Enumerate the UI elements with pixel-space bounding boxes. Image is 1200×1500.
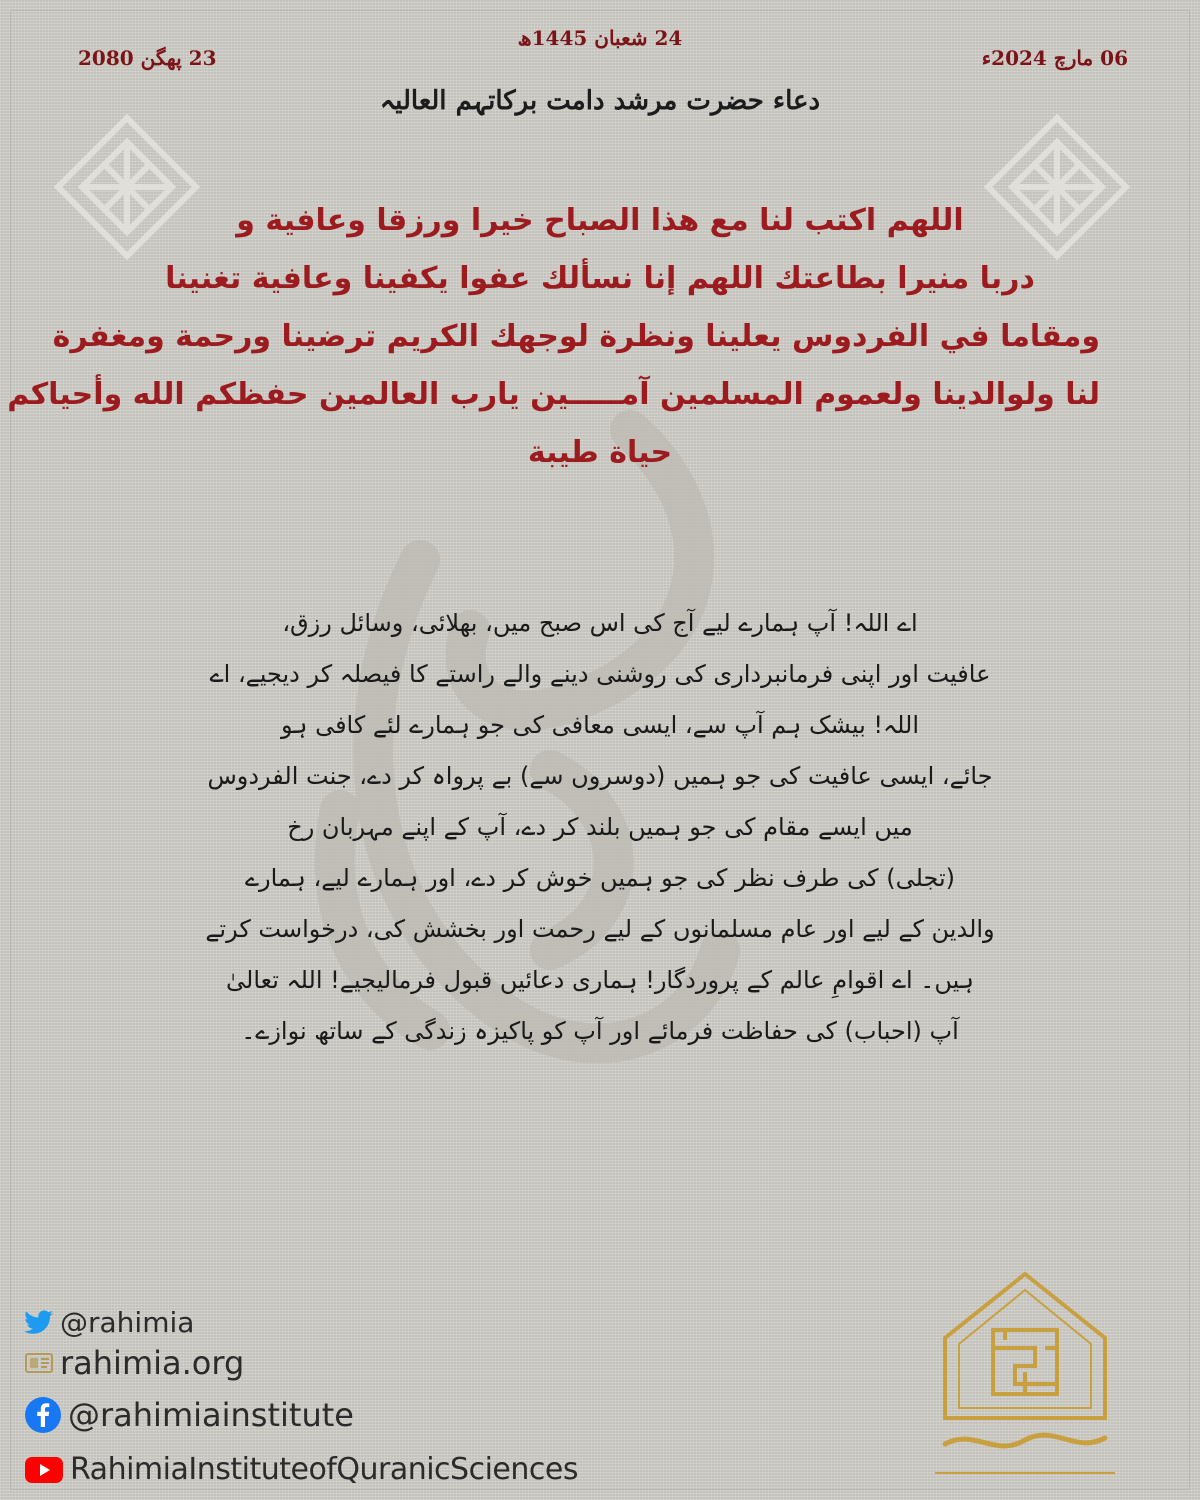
arabic-dua [7,192,1100,482]
urdu-line: والدین کے لیے اور عام مسلمانوں کے لیے رحمت اور بخشش کی، درخواست کرتے [205,915,995,943]
page-title: دعاء حضرت مرشد دامت برکاتہم العالیہ [379,86,821,116]
urdu-line: جائے، ایسی عافیت کی جو ہمیں (دوسروں سے) بے پرواہ کر دے، جنت الفردوس [207,762,993,790]
facebook-link[interactable] [24,1396,354,1434]
facebook-icon [24,1396,62,1434]
arabic-dua-line: لنا ولوالدينا ولعموم المسلمين آمـــــين يارب العالمين حفظكم الله وأحياكم [7,377,1100,412]
urdu-line: ہیں۔ اے اقوامِ عالم کے پروردگار! ہماری دعائیں قبول فرمالیجیے! اللہ تعالیٰ [226,966,974,994]
website-url: rahimia.org [60,1344,245,1382]
twitter-handle: @rahimia [60,1306,195,1339]
urdu-line: آپ (احباب) کی حفاظت فرمائے اور آپ کو پاکیزہ زندگی کے ساتھ نوازے۔ [241,1017,959,1045]
globe-icon [24,1350,54,1376]
gregorian-date: 06 مارچ 2024ء [981,46,1128,70]
arabic-dua-line: اللهم اكتب لنا مع هذا الصباح خيرا ورزقا وعافية و [236,203,964,238]
urdu-translation [150,598,1050,1057]
hijri-date: 24 شعبان 1445ھ [517,26,683,50]
urdu-line: اللہ! بیشک ہم آپ سے، ایسی معافی کی جو ہمارے لئے کافی ہو [280,711,920,739]
youtube-icon [24,1456,64,1484]
twitter-icon [24,1310,54,1336]
website-link[interactable] [24,1344,244,1382]
youtube-link[interactable] [24,1452,578,1487]
urdu-line: میں ایسے مقام کی جو ہمیں بلند کر دے، آپ کے اپنے مہربان رخ [287,813,913,841]
bikrami-date: 23 پھگن 2080 [78,46,217,70]
urdu-line: اے اللہ! آپ ہمارے لیے آج کی اس صبح میں، بھلائی، وسائل رزق، [282,609,918,637]
rahimia-logo [905,1268,1145,1488]
twitter-link[interactable] [24,1306,194,1339]
youtube-channel: RahimiaInstituteofQuranicSciences [70,1452,578,1487]
arabic-dua-line: دربا منيرا بطاعتك اللهم إنا نسألك عفوا يكفينا وعافية تغنينا [165,261,1035,296]
urdu-line: (تجلی) کی طرف نظر کی جو ہمیں خوش کر دے، اور ہمارے لیے، ہمارے [244,864,956,892]
urdu-line: عافیت اور اپنی فرمانبرداری کی روشنی دینے والے راستے کا فیصلہ کر دیجیے، اے [209,660,991,688]
facebook-handle: @rahimiainstitute [68,1396,354,1434]
arabic-dua-line: حياة طيبة [527,435,673,470]
arabic-dua-line: ومقاما في الفردوس يعلينا ونظرة لوجهك الكريم ترضينا ورحمة ومغفرة [52,319,1100,354]
